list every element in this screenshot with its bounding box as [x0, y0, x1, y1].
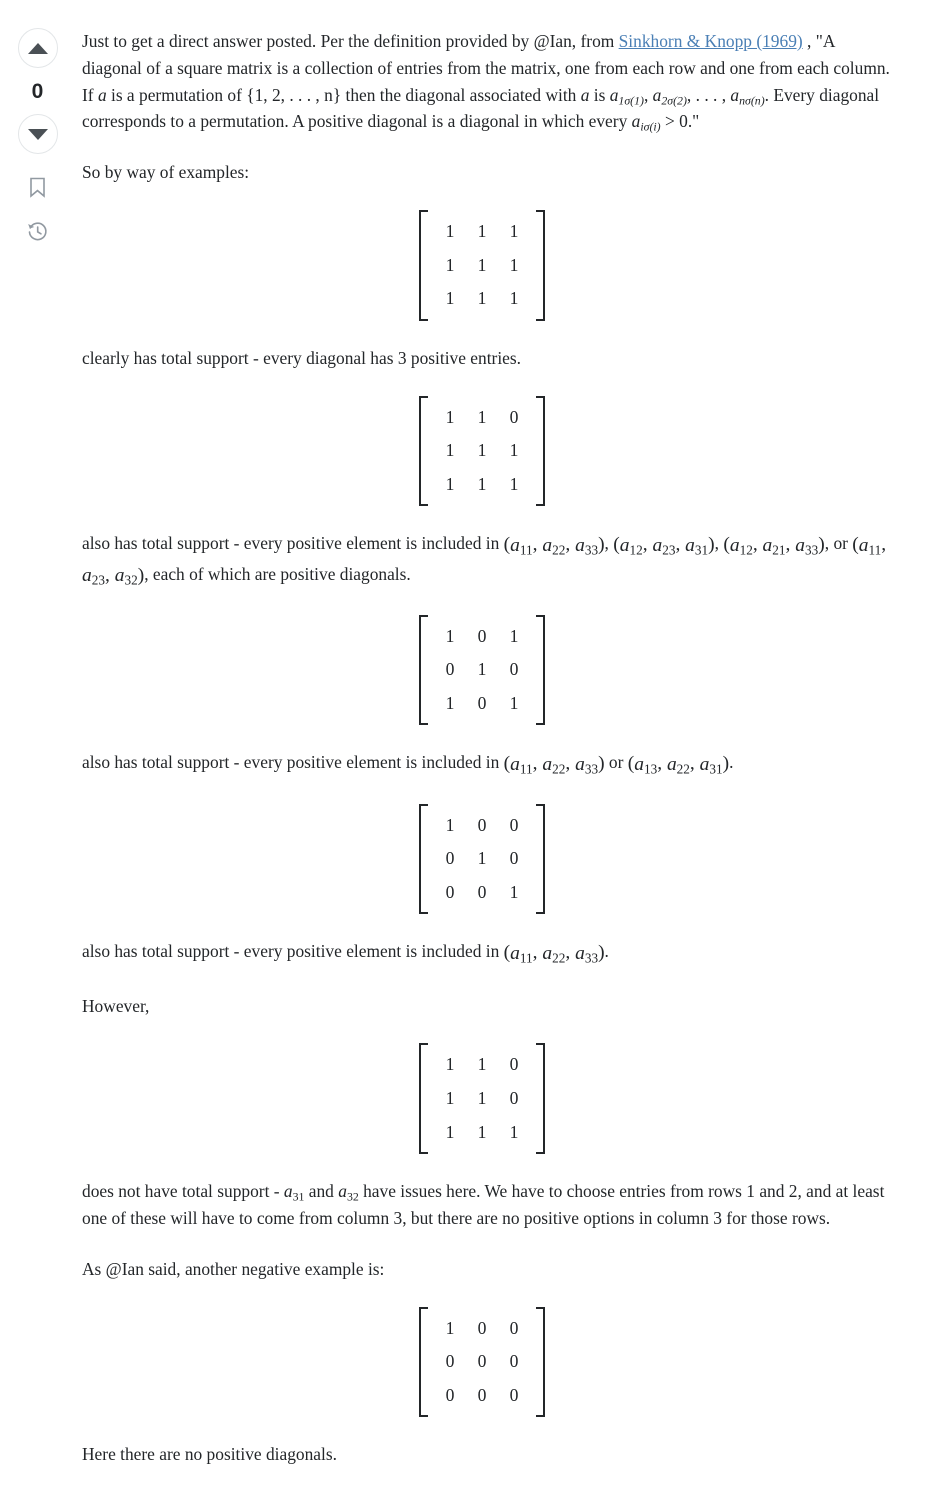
math-a32-1 — [115, 565, 138, 586]
matrix-cell: 1 — [477, 1087, 487, 1108]
math-a21-1 — [763, 535, 786, 556]
or-word: or — [604, 752, 628, 773]
matrix-no-total-support — [419, 1043, 545, 1154]
matrix-cell: 0 — [509, 1317, 519, 1338]
math-a-base: a — [729, 534, 740, 556]
matrix-grid-5 — [428, 1043, 536, 1154]
comma: , — [532, 534, 543, 556]
comma-sep: , — [604, 533, 614, 554]
math-a-isigmai — [631, 111, 661, 134]
paragraph-ian-note: As @Ian said, another negative example is: — [82, 1258, 385, 1279]
matrix-cell: 1 — [477, 254, 487, 275]
comma: , — [642, 534, 653, 556]
math-a-base: a — [542, 942, 553, 964]
math-sub-23: 23 — [91, 572, 105, 588]
bracket-left-2 — [419, 396, 428, 507]
comma-sep: , — [714, 533, 724, 554]
math-sub-32: 32 — [346, 1189, 359, 1204]
triple-5: ($a_{11}$, $a_{22}$, $a_{33}$) — [503, 753, 605, 777]
bookmark-icon — [28, 177, 47, 198]
matrix-cell: 1 — [509, 692, 519, 713]
math-sub-21: 21 — [772, 542, 786, 558]
matrix-cell: 1 — [445, 1087, 455, 1108]
math-sub-31: 31 — [292, 1189, 305, 1204]
math-a32-2 — [338, 1181, 359, 1204]
comma: , — [881, 534, 887, 556]
matrix-grid-1 — [428, 210, 536, 321]
math-a-base: a — [858, 534, 869, 556]
intro-text-f: . Every diagonal corresponds to a permutation. A positive diagonal is a diagonal in which every — [82, 84, 880, 132]
math-comma-1: , — [643, 84, 653, 105]
paragraph-after-matrix-3 — [82, 749, 894, 779]
matrix-cell: 1 — [477, 1121, 487, 1142]
math-sub-33: 33 — [805, 542, 819, 558]
matrix-identity — [419, 804, 545, 915]
arrow-down-icon — [28, 129, 48, 140]
math-a-2sigma2 — [653, 85, 687, 105]
after-m2-text-a: also has total support - every positive element is included in — [82, 533, 504, 554]
matrix-cell: 1 — [445, 692, 455, 713]
matrix-cell: 0 — [509, 659, 519, 680]
math-a23-2 — [82, 565, 105, 586]
matrix-all-ones — [419, 210, 545, 321]
math-a-base: a — [575, 534, 585, 556]
bracket-right-4 — [536, 804, 545, 915]
matrix-block-3 — [82, 615, 894, 726]
math-a-base: a — [338, 1181, 347, 1202]
math-a-base: a — [114, 564, 125, 586]
math-sub-11: 11 — [519, 542, 533, 558]
math-sub-23: 23 — [662, 542, 676, 558]
period: . — [604, 941, 609, 962]
comma: , — [532, 942, 543, 964]
math-a-base: a — [795, 534, 805, 556]
matrix-cell: 1 — [445, 625, 455, 646]
matrix-cell: 1 — [509, 288, 519, 309]
triple-7: ($a_{11}$, $a_{22}$, $a_{33}$) — [503, 942, 605, 966]
matrix-cell: 0 — [509, 1087, 519, 1108]
math-a-2: a — [580, 84, 590, 105]
math-a13-1 — [634, 754, 657, 775]
comma: , — [532, 753, 543, 775]
paragraph-examples-intro: So by way of examples: — [82, 162, 250, 183]
math-sub-22: 22 — [552, 761, 566, 777]
intro-text-e: is — [589, 84, 610, 105]
math-a-base-1: a — [609, 84, 619, 105]
math-sub-31: 31 — [709, 761, 723, 777]
math-a33-1 — [575, 535, 598, 556]
intro-text-b: , "A diagonal of a square matrix is a collection of entries from the matrix, one from each row and one from each column. If — [82, 31, 890, 105]
matrix-cell: 1 — [477, 1054, 487, 1075]
bracket-left-4 — [419, 804, 428, 915]
math-sub-33: 33 — [584, 950, 599, 966]
comma: , — [565, 534, 576, 556]
intro-text-g: > 0." — [660, 111, 700, 132]
matrix-cell: 1 — [445, 1317, 455, 1338]
comma: , — [689, 753, 700, 775]
triple-4: ($a_{11}$, $a_{23}$, $a_{32}$) — [82, 534, 887, 588]
math-a22-4 — [542, 943, 565, 964]
math-sub-22: 22 — [552, 542, 566, 558]
matrix-cell: 1 — [477, 473, 487, 494]
matrix-cell: 0 — [509, 1384, 519, 1405]
math-a11-2 — [859, 535, 882, 556]
math-a-base: a — [619, 534, 630, 556]
math-ellipsis: , . . . , — [686, 84, 731, 105]
bracket-right-3 — [536, 615, 545, 726]
math-sub-12: 12 — [739, 542, 753, 558]
math-a-base: a — [510, 942, 520, 964]
answer-body — [75, 0, 934, 1492]
matrix-cell: 1 — [477, 288, 487, 309]
matrix-cell: 0 — [509, 1351, 519, 1372]
matrix-cell: 1 — [445, 473, 455, 494]
math-sub-11: 11 — [519, 761, 533, 777]
triple-1: ($a_{11}$, $a_{22}$, $a_{33}$) — [503, 534, 605, 558]
matrix-cell: 1 — [509, 625, 519, 646]
math-sub-nsigman: nσ(n) — [739, 92, 765, 107]
math-a11-4 — [510, 943, 533, 964]
math-a-nsigman — [730, 85, 764, 105]
paragraph-after-matrix-2 — [82, 530, 894, 590]
math-sub-31: 31 — [694, 542, 709, 558]
after-m5-text-c: have issues here. We have to choose entries from rows 1 and 2, and at least one of these will have to come from column 3, but there are no positive options in column 3 for those rows. — [82, 1181, 885, 1228]
comma: , — [104, 564, 115, 586]
downvote-button[interactable] — [18, 114, 58, 154]
period: . — [729, 752, 734, 773]
matrix-cell: 0 — [445, 848, 455, 869]
math-a22-2 — [542, 754, 565, 775]
bracket-right-6 — [536, 1307, 545, 1418]
intro-text-a: Just to get a direct answer posted. Per the definition provided by @Ian, from — [82, 31, 619, 51]
math-a-base: a — [634, 753, 644, 775]
matrix-cell: 0 — [477, 1317, 487, 1338]
comma: , — [675, 534, 686, 556]
matrix-grid-4 — [428, 804, 536, 915]
math-a-base: a — [699, 753, 710, 775]
math-a-base: a — [575, 942, 585, 964]
math-a31-1 — [685, 535, 708, 556]
math-a-base-2: a — [652, 84, 662, 105]
matrix-cell: 0 — [477, 881, 487, 902]
matrix-block-6 — [82, 1307, 894, 1418]
math-a31-2 — [700, 754, 723, 775]
matrix-cell: 1 — [509, 440, 519, 461]
matrix-cell: 1 — [445, 1121, 455, 1142]
comma: , — [752, 534, 763, 556]
math-sub-isigmai: iσ(i) — [640, 119, 661, 134]
comma: , — [565, 753, 576, 775]
matrix-cell: 0 — [509, 406, 519, 427]
math-a22-3 — [667, 754, 690, 775]
matrix-cell: 0 — [477, 1351, 487, 1372]
math-index-set: {1, 2, . . . , n} — [246, 84, 342, 105]
matrix-cell: 1 — [477, 659, 487, 680]
matrix-cell: 1 — [445, 1054, 455, 1075]
math-sub-22: 22 — [676, 761, 690, 777]
matrix-cell: 1 — [477, 848, 487, 869]
matrix-cell: 1 — [445, 254, 455, 275]
paragraph-after-matrix-4 — [82, 938, 894, 968]
after-m5-text-b: and — [304, 1181, 339, 1202]
math-a-base-3: a — [730, 84, 740, 105]
matrix-cell: 1 — [445, 440, 455, 461]
paragraph-after-matrix-5 — [82, 1178, 894, 1232]
bracket-right-1 — [536, 210, 545, 321]
math-a-base: a — [542, 753, 553, 775]
math-a-base: a — [82, 564, 92, 586]
triple-6: ($a_{13}$, $a_{22}$, $a_{31}$) — [627, 753, 730, 777]
paragraph-after-matrix-1: clearly has total support - every diagonal has 3 positive entries. — [82, 347, 521, 368]
source-link[interactable]: Sinkhorn & Knopp (1969) — [618, 31, 803, 51]
matrix-cell: 1 — [477, 440, 487, 461]
paragraph-intro — [82, 28, 894, 135]
after-m2-text-b: , each of which are positive diagonals. — [144, 563, 411, 584]
bracket-left-6 — [419, 1307, 428, 1418]
math-sub-32: 32 — [124, 572, 138, 588]
after-m4-text-a: also has total support - every positive element is included in — [82, 941, 504, 962]
matrix-cell: 1 — [445, 220, 455, 241]
after-m5-text-a: does not have total support - — [82, 1181, 284, 1202]
math-a-1sigma1 — [610, 85, 644, 105]
math-a33-4 — [575, 943, 598, 964]
triple-2: ($a_{12}$, $a_{23}$, $a_{31}$) — [613, 534, 715, 558]
after-m3-text-a: also has total support - every positive element is included in — [82, 752, 504, 773]
matrix-cell: 0 — [477, 814, 487, 835]
comma: , — [657, 753, 667, 775]
matrix-cell: 1 — [509, 254, 519, 275]
bracket-right-5 — [536, 1043, 545, 1154]
matrix-cell: 1 — [477, 406, 487, 427]
bracket-left-5 — [419, 1043, 428, 1154]
bracket-left-1 — [419, 210, 428, 321]
matrix-no-positive-diagonals — [419, 1307, 545, 1418]
matrix-cell: 1 — [509, 220, 519, 241]
matrix-grid-6 — [428, 1307, 536, 1418]
comma: , — [565, 942, 576, 964]
matrix-cell: 1 — [509, 473, 519, 494]
vote-score: 0 — [31, 80, 44, 103]
comma: , — [785, 534, 796, 556]
math-a23-1 — [652, 535, 675, 556]
matrix-cell: 0 — [445, 881, 455, 902]
matrix-cell: 0 — [509, 848, 519, 869]
matrix-cell: 1 — [477, 220, 487, 241]
matrix-cell: 1 — [445, 406, 455, 427]
math-sub-33: 33 — [584, 761, 599, 777]
matrix-grid-2 — [428, 396, 536, 507]
upvote-button[interactable] — [18, 28, 58, 68]
math-a22-1 — [542, 535, 565, 556]
math-a-1: a — [97, 84, 107, 105]
history-button[interactable] — [27, 220, 49, 242]
matrix-cell: 1 — [509, 1121, 519, 1142]
comma-sep: , — [824, 533, 834, 554]
or-word: or — [833, 533, 853, 554]
bracket-left-3 — [419, 615, 428, 726]
matrix-block-2 — [82, 396, 894, 507]
paragraph-closing: Here there are no positive diagonals. — [82, 1444, 337, 1465]
matrix-total-support-2 — [419, 396, 545, 507]
matrix-cell: 0 — [509, 1054, 519, 1075]
intro-text-d: then the diagonal associated with — [341, 84, 581, 105]
matrix-block-4 — [82, 804, 894, 915]
math-sub-11: 11 — [868, 542, 882, 558]
bracket-right-2 — [536, 396, 545, 507]
matrix-cell: 1 — [509, 881, 519, 902]
math-a12-2 — [730, 535, 753, 556]
matrix-block-5 — [82, 1043, 894, 1154]
vote-rail — [0, 0, 75, 1492]
matrix-cell: 0 — [445, 1384, 455, 1405]
math-a11-1 — [510, 535, 533, 556]
matrix-cell: 1 — [445, 814, 455, 835]
intro-text-c: is a permutation of — [106, 84, 247, 105]
history-clock-icon — [27, 221, 48, 242]
matrix-total-support-3 — [419, 615, 545, 726]
triple-3: ($a_{12}$, $a_{21}$, $a_{33}$) — [723, 534, 825, 558]
math-sub-1sigma1: 1σ(1) — [618, 92, 644, 107]
matrix-cell: 0 — [477, 625, 487, 646]
matrix-cell: 0 — [477, 692, 487, 713]
arrow-up-icon — [28, 43, 48, 54]
math-a33-2 — [795, 535, 818, 556]
math-a33-3 — [575, 754, 598, 775]
math-sub-11: 11 — [519, 950, 533, 966]
math-a-base: a — [283, 1181, 293, 1202]
math-a-base: a — [652, 534, 663, 556]
math-sub-22: 22 — [552, 950, 566, 966]
math-a-base: a — [685, 534, 695, 556]
math-a12-1 — [620, 535, 643, 556]
math-a-base: a — [762, 534, 773, 556]
math-sub-13: 13 — [643, 761, 658, 777]
math-sub-2sigma2: 2σ(2) — [661, 92, 687, 107]
matrix-grid-3 — [428, 615, 536, 726]
matrix-cell: 0 — [509, 814, 519, 835]
paragraph-however: However, — [82, 995, 150, 1016]
math-a31-3 — [283, 1181, 305, 1204]
bookmark-button[interactable] — [27, 176, 49, 198]
matrix-block-1 — [82, 210, 894, 321]
math-a-base: a — [542, 534, 553, 556]
math-a-base: a — [510, 534, 520, 556]
math-sub-12: 12 — [629, 542, 643, 558]
math-a-base: a — [666, 753, 677, 775]
matrix-cell: 0 — [445, 659, 455, 680]
math-sub-33: 33 — [584, 542, 599, 558]
matrix-cell: 0 — [477, 1384, 487, 1405]
math-a-base: a — [510, 753, 520, 775]
math-a-base-4: a — [631, 111, 641, 132]
matrix-cell: 0 — [445, 1351, 455, 1372]
math-a11-3 — [510, 754, 533, 775]
matrix-cell: 1 — [445, 288, 455, 309]
math-a-base: a — [575, 753, 585, 775]
